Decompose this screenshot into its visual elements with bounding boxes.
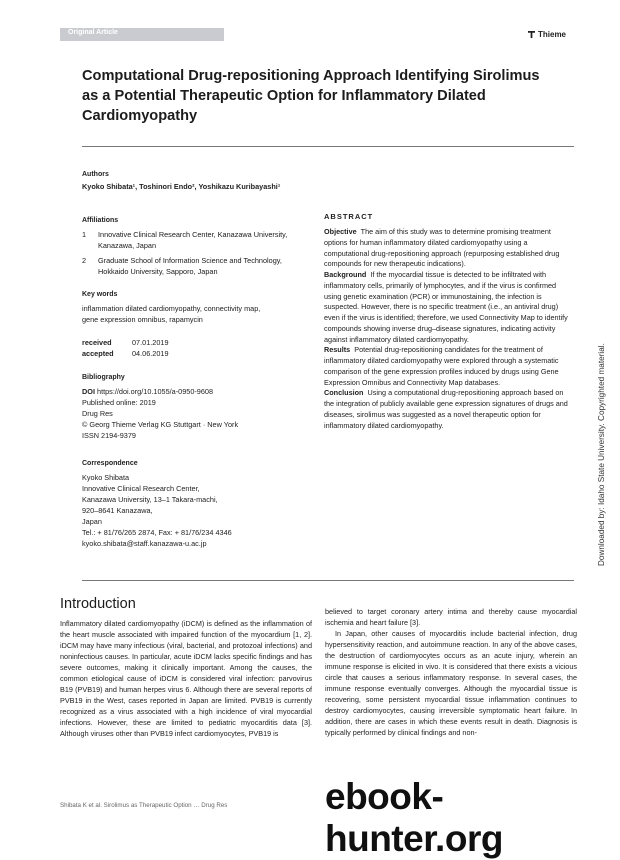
body-column-right <box>325 606 577 738</box>
results-text: Potential drug-repositioning candidates for the treatment of inflammatory dilated cardiomyopathy were explored through a systematic comparison of the gene expression profiles induced by drugs using Gene Expression Omnibus and Connectivity Map databases. <box>324 345 559 387</box>
abstract-results <box>324 345 574 388</box>
correspondence-line: 920–8641 Kanazawa, <box>82 506 153 515</box>
correspondence-email[interactable]: kyoko.shibata@staff.kanazawa-u.ac.jp <box>82 539 207 548</box>
accepted-label: accepted <box>82 349 114 358</box>
article-type-bar <box>60 28 224 41</box>
correspondence-line: Innovative Clinical Research Center, <box>82 484 200 493</box>
keywords-line: gene expression omnibus, rapamycin <box>82 315 203 324</box>
correspondence-line: Kanazawa University, 13–1 Takara-machi, <box>82 495 218 504</box>
keywords-heading: Key words <box>82 291 118 298</box>
journal-name: Drug Res <box>82 409 113 418</box>
background-text: If the myocardial tissue is detected to be infiltrated with inflammatory cells, primarily of lymphocytes, and if the virus is confirmed using genetic examination (PCR) or immunostaining, the infection is suspected. However, there is no specific treatment (i.e., an antiviral drug) even if the virus is identified; therefore, we used Connectivity Map to identify compounds showing inverse drug–disease signatures, indicating activity against inflammatory dilated cardiomyopathy. <box>324 270 568 344</box>
bibliography-heading: Bibliography <box>82 374 125 381</box>
accepted-date: 04.06.2019 <box>132 349 169 358</box>
doi-line <box>82 386 213 397</box>
paragraph: Inflammatory dilated cardiomyopathy (iDCM) is defined as the inflammation of the heart muscle associated with impaired function of the myocardium [1, 2]. iDCM may have many infectious (viral, bacterial, and protozoal infections) and noninfectious causes. In particular, acute iDCM lacks specific findings and has severe outcomes, making it clinically important. Among the causes, the common etiological cause of iDCM is considered viral infection: parvovirus B19 (PVB19) and human herpes virus 6. Although there are several reports of PVB19 in the West, cases reported in Japan are limited. PVB19 is currently recognized as a virus associated with a high incidence of viral myocardial infections. However, these are limited to pediatric myocarditis data [3]. Although viruses other than PVB19 infect cardiomyocytes, PVB19 is <box>60 619 312 738</box>
abstract-conclusion <box>324 388 574 431</box>
background-label: Background <box>324 270 367 279</box>
correspondence-line: Tel.: + 81/76/265 2874, Fax: + 81/76/234 4346 <box>82 528 232 537</box>
title-divider <box>82 146 574 147</box>
thieme-logo-icon <box>528 31 535 38</box>
affiliations-heading: Affiliations <box>82 217 119 224</box>
received-label: received <box>82 338 112 347</box>
article-title: Computational Drug-repositioning Approach Identifying Sirolimus as a Potential Therapeutic Option for Inflammatory Dilated Cardiomyopathy <box>82 68 540 124</box>
author-names: Kyoko Shibata¹, Toshinori Endo², Yoshikazu Kuribayashi¹ <box>82 182 281 191</box>
received-date: 07.01.2019 <box>132 338 169 347</box>
copyright-line: © Georg Thieme Verlag KG Stuttgart · New York <box>82 420 239 429</box>
objective-text: The aim of this study was to determine promising treatment options for human inflammatory dilated cardiomyopathy using a computational drug-repositioning approach (repurposing established drug compounds for new therapeutic indications). <box>324 227 560 269</box>
paragraph: In Japan, other causes of myocarditis include bacterial infection, drug hypersensitivity reaction, and autoimmune reaction. In any of the above cases, the destruction of cardiomyocytes occurs as an acute injury, wherein an immune response is elicited in vivo. It is considered that there exists a vicious circle that causes a serious inflammatory response. In several cases, the immune response eventually converges. Although the myocardial tissue is recovering, some persistent myocardial tissue inflammation continues to destroy cardiomyocytes, causing irreversible symptomatic heart failure. In addition, there are cases in which these events result in death. Diagnosis is typically performed by clinical findings and non- <box>325 629 577 737</box>
objective-label: Objective <box>324 227 357 236</box>
publisher-brand <box>528 30 566 39</box>
keywords-line: inflammation dilated cardiomyopathy, connectivity map, <box>82 304 261 313</box>
correspondence-line: Kyoko Shibata <box>82 473 130 482</box>
affiliation-text: Graduate School of Information Science and Technology, Hokkaido University, Sapporo, Japan <box>98 256 282 276</box>
correspondence-heading: Correspondence <box>82 460 138 467</box>
affiliation-text: Innovative Clinical Research Center, Kanazawa University, Kanazawa, Japan <box>98 230 288 250</box>
published-date: Published online: 2019 <box>82 398 156 407</box>
page-footer: Shibata K et al. Sirolimus as Therapeutic Option … Drug Res <box>60 802 228 809</box>
correspondence-line: Japan <box>82 517 102 526</box>
section-divider <box>82 580 574 581</box>
abstract-objective <box>324 227 574 270</box>
publisher-name: Thieme <box>538 30 567 39</box>
affiliation-number: 2 <box>82 256 87 265</box>
conclusion-label: Conclusion <box>324 388 364 398</box>
doi-label: DOI <box>82 387 95 396</box>
download-watermark: Downloaded by: Idaho State University. Copyrighted material. <box>597 343 606 566</box>
introduction-heading: Introduction <box>60 596 136 612</box>
doi-link[interactable]: https://doi.org/10.1055/a-0950-9608 <box>97 387 214 396</box>
results-label: Results <box>324 345 351 355</box>
abstract-section <box>324 212 574 431</box>
issn-line: ISSN 2194-9379 <box>82 431 136 440</box>
abstract-background <box>324 270 574 345</box>
affiliation-number: 1 <box>82 230 87 239</box>
authors-heading: Authors <box>82 171 109 178</box>
body-column-left <box>60 618 312 739</box>
conclusion-text: Using a computational drug-repositioning approach based on the integration of publicly available gene expression signatures of drugs and diseases, sirolimus was suggested as a novel therapeutic option for inflammatory dilated cardiomyopathy. <box>324 388 568 430</box>
paragraph: believed to target coronary artery intima and thereby cause myocardial ischemia and heart failure [3]. <box>325 607 577 627</box>
article-type-label: Original Article <box>68 29 118 36</box>
site-watermark: ebook-hunter.org <box>325 776 503 859</box>
abstract-heading: ABSTRACT <box>324 212 374 221</box>
